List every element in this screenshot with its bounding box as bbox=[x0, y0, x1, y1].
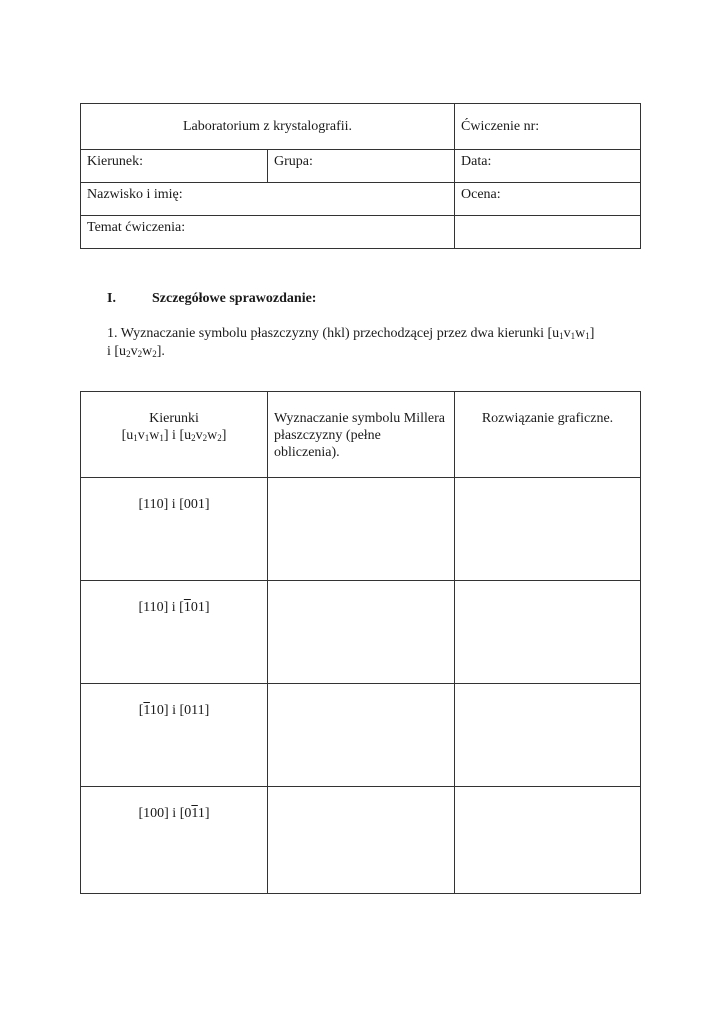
directions-header-title: Kierunki bbox=[149, 411, 199, 426]
directions-cell bbox=[81, 478, 268, 581]
subscript: 2 bbox=[217, 433, 222, 443]
separator: i bbox=[168, 600, 180, 615]
results-table bbox=[80, 391, 641, 894]
grade-cell bbox=[455, 183, 641, 216]
overbar-digit: 1 bbox=[191, 806, 198, 821]
name-cell bbox=[81, 183, 455, 216]
miller-cell bbox=[268, 478, 455, 581]
group-cell bbox=[268, 150, 455, 183]
direction-a: [110] bbox=[138, 497, 169, 512]
miller-header bbox=[268, 392, 455, 478]
section-title: Szczegółowe sprawozdanie: bbox=[152, 291, 317, 306]
graphic-cell bbox=[455, 787, 641, 894]
direction-b-open: [0 bbox=[179, 806, 192, 821]
section-number: I. bbox=[107, 291, 116, 306]
direction-a: [100] bbox=[138, 806, 169, 821]
direction-a: [110] bbox=[138, 600, 169, 615]
direction-b-rest: 1] bbox=[197, 806, 210, 821]
grade-label: Ocena: bbox=[461, 187, 501, 202]
table-row bbox=[81, 581, 641, 684]
directions-cell bbox=[81, 787, 268, 894]
topic-label: Temat ćwiczenia: bbox=[87, 220, 186, 235]
direction-a-open: [ bbox=[138, 703, 144, 718]
separator: i bbox=[168, 497, 180, 512]
subscript: 2 bbox=[126, 349, 131, 359]
miller-header-text: Wyznaczanie symbolu Millera płaszczyzny (pełne obliczenia). bbox=[274, 411, 445, 460]
direction-cell bbox=[81, 150, 268, 183]
miller-cell bbox=[268, 581, 455, 684]
lab-title: Laboratorium z krystalografii. bbox=[182, 119, 353, 134]
subscript: 1 bbox=[159, 433, 164, 443]
lab-title-cell bbox=[81, 104, 455, 150]
direction-a-rest: 10] bbox=[149, 703, 169, 718]
header-table bbox=[80, 103, 641, 249]
date-cell bbox=[455, 150, 641, 183]
graphic-cell bbox=[455, 684, 641, 787]
separator: i bbox=[168, 806, 180, 821]
subscript: 1 bbox=[585, 331, 590, 341]
subscript: 1 bbox=[570, 331, 576, 341]
topic-cell bbox=[81, 216, 455, 249]
overbar-digit: 1 bbox=[183, 600, 191, 615]
miller-cell bbox=[268, 684, 455, 787]
task-description bbox=[107, 325, 627, 361]
overbar-digit: 1 bbox=[143, 703, 150, 718]
exercise-no-label: Ćwiczenie nr: bbox=[461, 119, 540, 134]
direction-b: [011] bbox=[179, 703, 210, 718]
direction-label: Kierunek: bbox=[87, 154, 143, 169]
subscript: 2 bbox=[191, 433, 196, 443]
directions-header-formula: $[u_1v_1w_1]$ i $[u_2v_2w_2]$ bbox=[121, 428, 227, 443]
subscript: 2 bbox=[202, 433, 208, 443]
separator: i bbox=[168, 703, 180, 718]
subscript: 1 bbox=[133, 433, 138, 443]
direction-b-rest: 01] bbox=[190, 600, 210, 615]
subscript: 2 bbox=[137, 349, 143, 359]
table-row bbox=[81, 684, 641, 787]
bracket: ] bbox=[589, 326, 595, 341]
topic-empty-cell bbox=[455, 216, 641, 249]
subscript: 1 bbox=[559, 331, 564, 341]
bracket: ]. bbox=[156, 344, 165, 359]
graphic-header bbox=[455, 392, 641, 478]
directions-header bbox=[81, 392, 268, 478]
section-heading bbox=[107, 291, 316, 307]
subscript: 2 bbox=[152, 349, 157, 359]
task-text: 1. Wyznaczanie symbolu płaszczyzny (hkl) przechodzącej przez dwa kierunki [u bbox=[107, 326, 560, 341]
subscript: 1 bbox=[144, 433, 150, 443]
directions-cell bbox=[81, 684, 268, 787]
table-row bbox=[81, 787, 641, 894]
graphic-cell bbox=[455, 478, 641, 581]
direction-b-open: [ bbox=[179, 600, 184, 615]
task-v: v bbox=[563, 326, 571, 341]
group-label: Grupa: bbox=[274, 154, 313, 169]
miller-cell bbox=[268, 787, 455, 894]
task-w: w bbox=[575, 326, 586, 341]
exercise-no-cell bbox=[455, 104, 641, 150]
task-line2: i [u bbox=[107, 344, 127, 359]
task-w: w bbox=[142, 344, 153, 359]
name-label: Nazwisko i imię: bbox=[87, 187, 183, 202]
date-label: Data: bbox=[461, 154, 492, 169]
graphic-cell bbox=[455, 581, 641, 684]
graphic-header-text: Rozwiązanie graficzne. bbox=[481, 411, 614, 426]
task-v: v bbox=[130, 344, 138, 359]
table-row bbox=[81, 478, 641, 581]
direction-b: [001] bbox=[179, 497, 210, 512]
directions-cell bbox=[81, 581, 268, 684]
